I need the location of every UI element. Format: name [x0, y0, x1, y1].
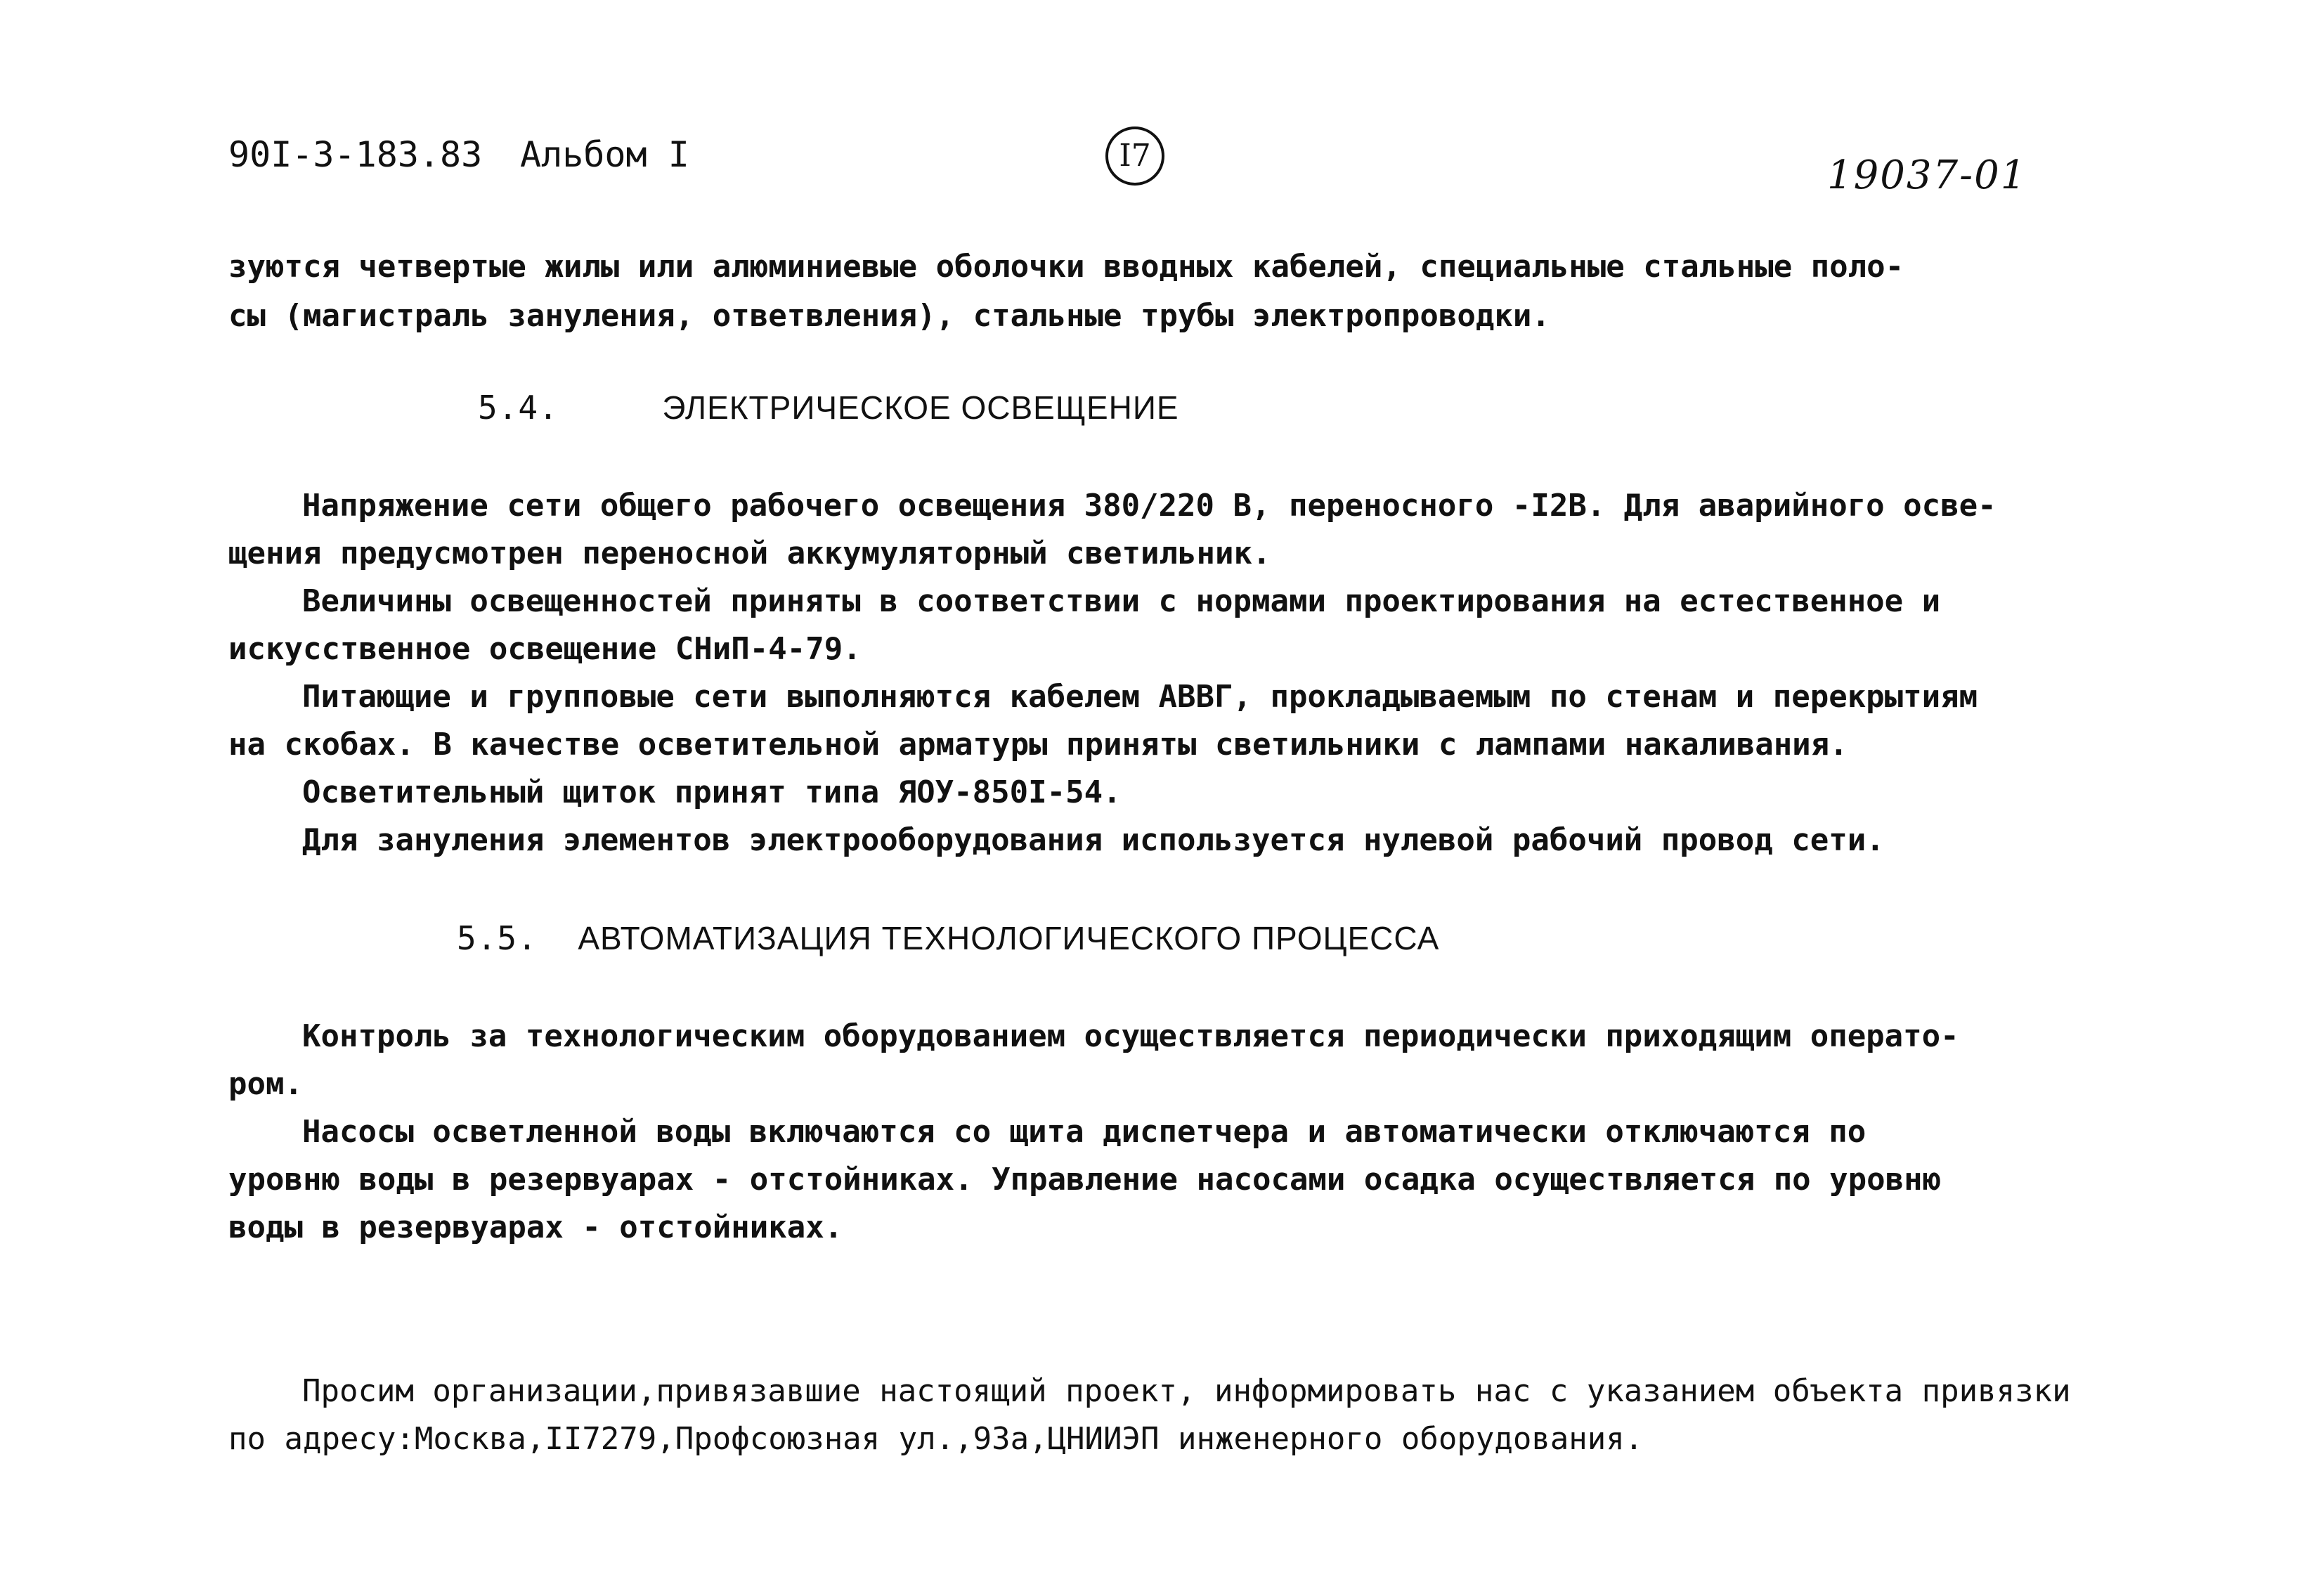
paragraph-line: Напряжение сети общего рабочего освещения 380/220 В, переносного -I2В. Для аварийного осве-	[302, 488, 1997, 524]
album-label: Альбом I	[520, 134, 689, 175]
footer-note-line: Просим организации,привязавшие настоящий проект, информировать нас с указанием объекта привязки	[302, 1373, 2071, 1409]
section-number: 5.5.	[457, 919, 538, 957]
intro-line: сы (магистраль зануления, ответвления), стальные трубы электропроводки.	[228, 298, 1550, 334]
paragraph-line: Осветительный щиток принят типа ЯОУ-850I-54.	[302, 774, 1122, 810]
paragraph-line: на скобах. В качестве осветительной арматуры приняты светильники с лампами накаливания.	[228, 727, 1848, 762]
section-title: АВТОМАТИЗАЦИЯ ТЕХНОЛОГИЧЕСКОГО ПРОЦЕССА	[578, 920, 1440, 956]
paragraph-line: Величины освещенностей приняты в соответствии с нормами проектирования на естественное и	[302, 583, 1941, 619]
paragraph-line: Для зануления элементов электрооборудования используется нулевой рабочий провод сети.	[302, 822, 1885, 858]
document-code: 90I-3-183.83	[228, 134, 483, 175]
paragraph-line: Контроль за технологическим оборудованием осуществляется периодически приходящим операто-	[302, 1018, 1959, 1054]
paragraph-line: воды в резервуарах - отстойниках.	[228, 1209, 843, 1245]
paragraph-line: щения предусмотрен переносной аккумуляторный светильник.	[228, 536, 1271, 571]
paragraph-line: ром.	[228, 1066, 303, 1102]
section-heading-5-4	[478, 387, 1179, 429]
intro-line: зуются четвертые жилы или алюминиевые оболочки вводных кабелей, специальные стальные поло-	[228, 249, 1904, 285]
page-number-circle: I7	[1105, 126, 1164, 186]
footer-note-line: по адресу:Москва,II7279,Профсоюзная ул.,93а,ЦНИИЭП инженерного оборудования.	[228, 1421, 1644, 1457]
paragraph-line: Насосы осветленной воды включаются со щита диспетчера и автоматически отключаются по	[302, 1114, 1867, 1150]
paragraph-line: уровню воды в резервуарах - отстойниках. Управление насосами осадка осуществляется по уровню	[228, 1162, 1942, 1198]
section-number: 5.4.	[478, 389, 559, 427]
section-heading-5-5	[457, 917, 1439, 959]
section-title: ЭЛЕКТРИЧЕСКОЕ ОСВЕЩЕНИЕ	[662, 389, 1179, 426]
paragraph-line: искусственное освещение СНиП-4-79.	[228, 631, 862, 667]
paragraph-line: Питающие и групповые сети выполняются кабелем АВВГ, прокладываемым по стенам и перекрытиям	[302, 679, 1978, 715]
handwritten-inventory-number: 19037-01	[1827, 152, 2027, 198]
